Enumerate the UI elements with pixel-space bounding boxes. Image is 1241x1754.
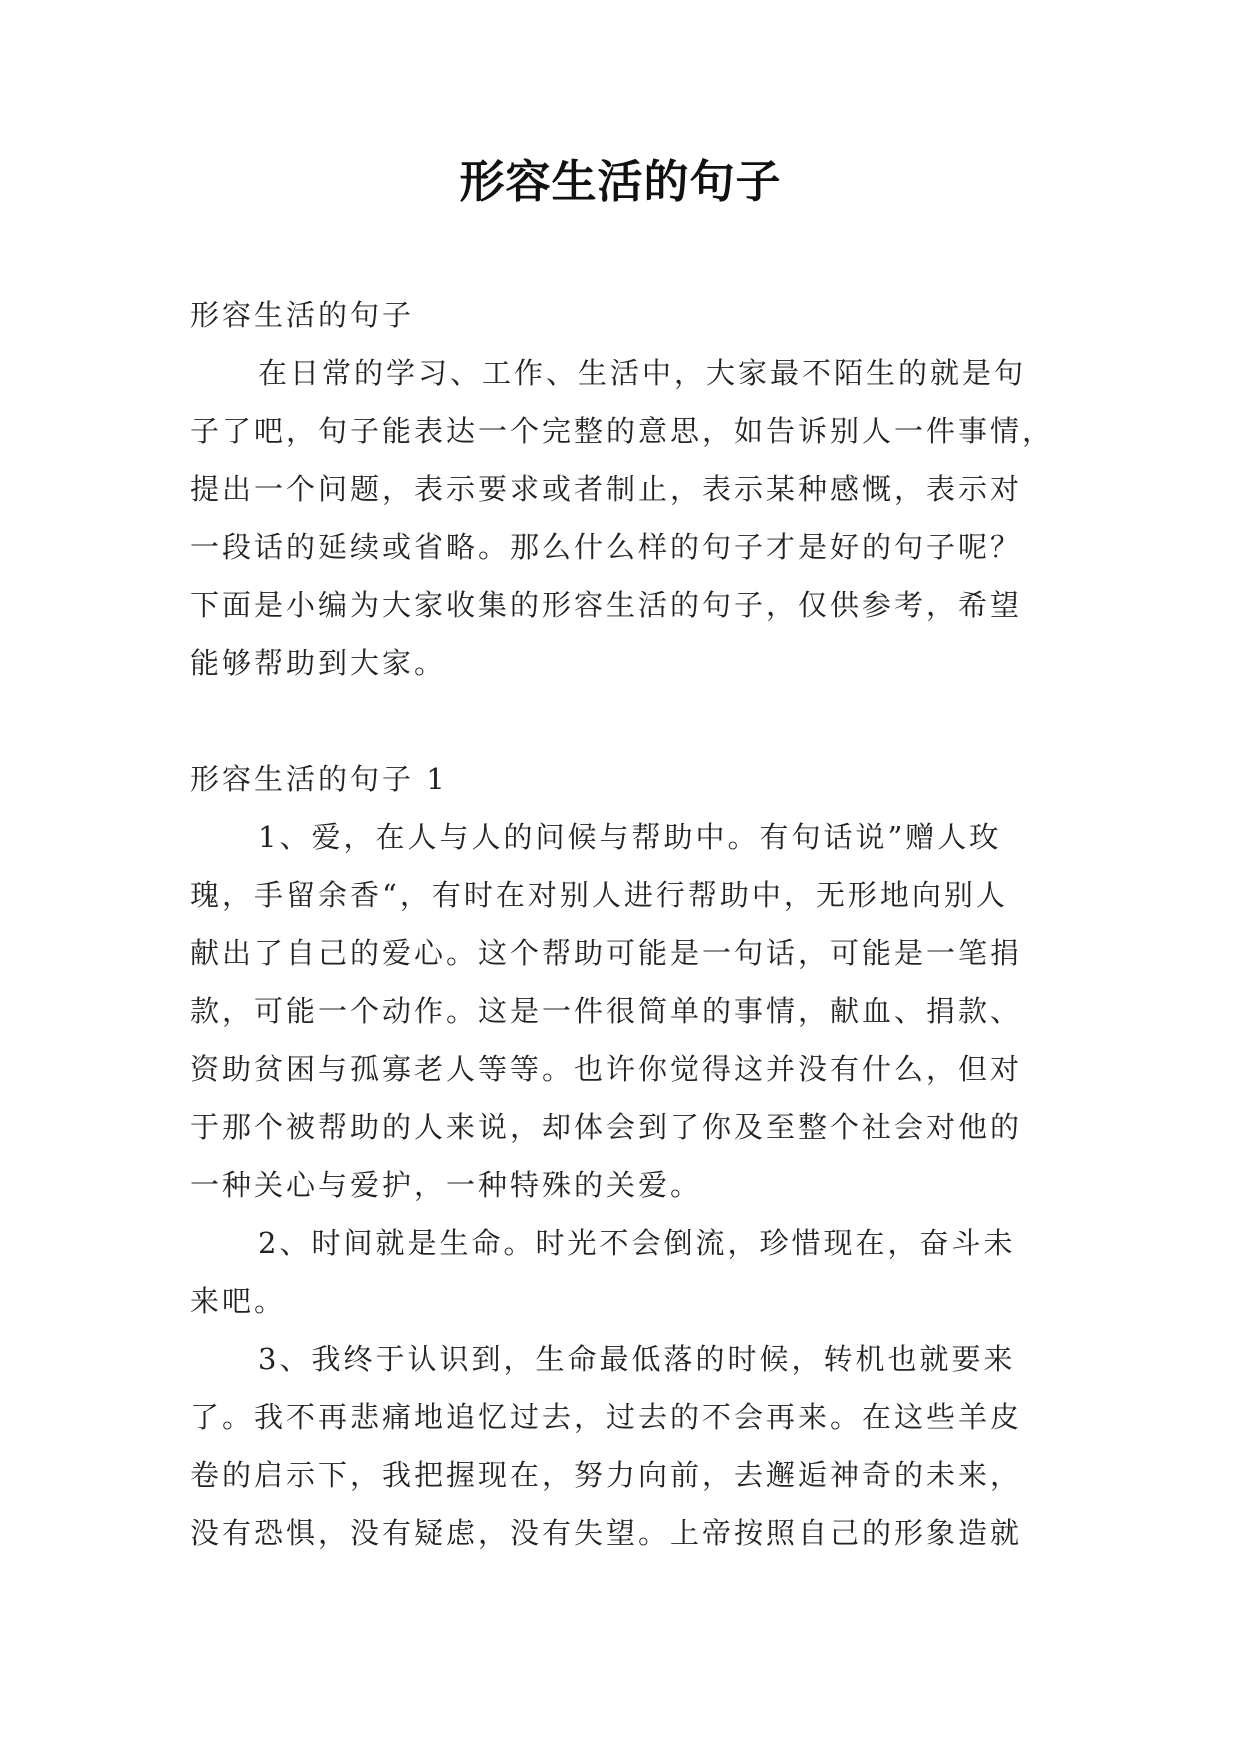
- paragraph-line: 2、时间就是生命。时光不会倒流，珍惜现在，奋斗未: [258, 1226, 1016, 1260]
- paragraph-line: 一段话的延续或省略。那么什么样的句子才是好的句子呢？: [190, 530, 1023, 564]
- intro-heading: 形容生活的句子: [190, 298, 415, 332]
- paragraph-line: 献出了自己的爱心。这个帮助可能是一句话，可能是一笔捐: [190, 936, 1023, 970]
- section-gap: [190, 692, 1052, 750]
- paragraph-line: 没有恐惧，没有疑虑，没有失望。上帝按照自己的形象造就: [190, 1516, 1023, 1550]
- paragraph-line: 了。我不再悲痛地追忆过去，过去的不会再来。在这些羊皮: [190, 1400, 1023, 1434]
- paragraph-line: 3、我终于认识到，生命最低落的时候，转机也就要来: [258, 1342, 1016, 1376]
- document-title: 形容生活的句子: [459, 155, 782, 208]
- paragraph-line: 瑰，手留余香“，有时在对别人进行帮助中，无形地向别人: [190, 878, 1008, 912]
- paragraph-line: 一种关心与爱护，一种特殊的关爱。: [190, 1168, 703, 1202]
- paragraph-line: 能够帮助到大家。: [190, 646, 447, 680]
- paragraph-line: 1、爱，在人与人的问候与帮助中。有句话说”赠人玫: [258, 820, 1002, 854]
- paragraph-line: 来吧。: [190, 1284, 287, 1318]
- paragraph-line: 下面是小编为大家收集的形容生活的句子，仅供参考，希望: [190, 588, 1023, 622]
- paragraph-line: 款，可能一个动作。这是一件很简单的事情，献血、捐款、: [190, 994, 1023, 1028]
- section-heading: 形容生活的句子 1: [190, 762, 448, 796]
- paragraph-line: 在日常的学习、工作、生活中，大家最不陌生的就是句: [258, 356, 1027, 390]
- paragraph-line: 子了吧，句子能表达一个完整的意思，如告诉别人一件事情，: [190, 414, 1055, 448]
- document-body: [190, 286, 1055, 1562]
- paragraph-line: 于那个被帮助的人来说，却体会到了你及至整个社会对他的: [190, 1110, 1023, 1144]
- paragraph-line: 提出一个问题，表示要求或者制止，表示某种感慨，表示对: [190, 472, 1023, 506]
- paragraph-line: 资助贫困与孤寡老人等等。也许你觉得这并没有什么，但对: [190, 1052, 1023, 1086]
- paragraph-line: 卷的启示下，我把握现在，努力向前，去邂逅神奇的未来，: [190, 1458, 1023, 1492]
